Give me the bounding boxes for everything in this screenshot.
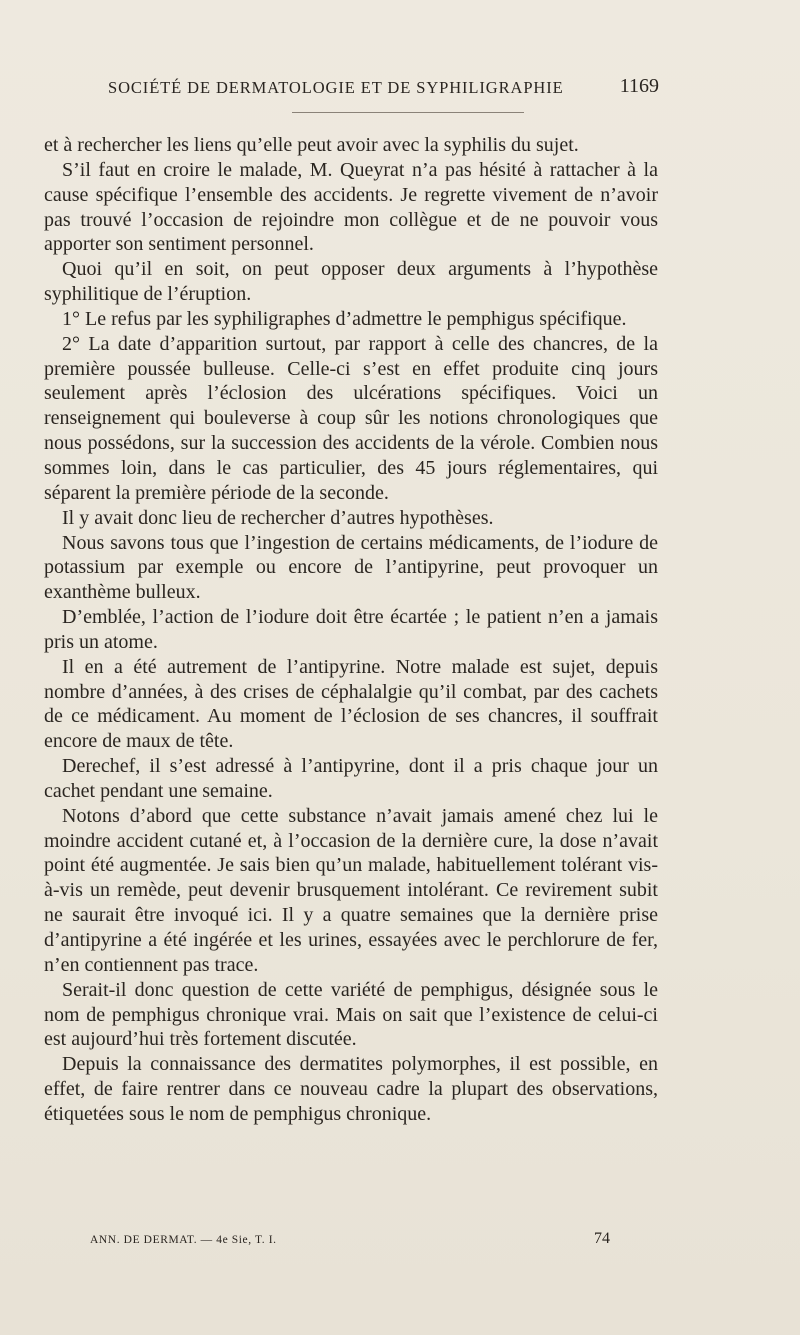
paragraph: S’il faut en croire le malade, M. Queyrat n’a pas hésité à rattacher à la cause spécifique l’ensemble des accidents. Je regrette vivement de n’avoir pas trouvé l’occasion de rejoindre mon collègue et de ne pouvoir vous apporter son sentiment personnel. — [44, 158, 658, 256]
header-rule — [292, 112, 524, 113]
signature-line: ANN. DE DERMAT. — 4e Sie, T. I. — [90, 1234, 277, 1246]
paragraph: Derechef, il s’est adressé à l’antipyrine, dont il a pris chaque jour un cachet pendant une semaine. — [44, 755, 658, 802]
page-footer — [90, 1230, 610, 1252]
signature-mark: 74 — [594, 1230, 610, 1247]
paragraph: Quoi qu’il en soit, on peut opposer deux arguments à l’hypothèse syphilitique de l’éruption. — [44, 258, 658, 306]
body-text — [44, 133, 658, 1127]
running-head — [100, 76, 665, 102]
paragraph: Depuis la connaissance des dermatites polymorphes, il est possible, en effet, de faire rentrer dans ce nouveau cadre la plupart des observations, étiquetées sous le nom de pemphigus chronique. — [44, 1053, 658, 1125]
paragraph: Il y avait donc lieu de rechercher d’autres hypothèses. — [62, 506, 494, 529]
paragraph: et à rechercher les liens qu’elle peut avoir avec la syphilis du sujet. — [44, 134, 579, 156]
paragraph: 1° Le refus par les syphiligraphes d’admettre le pemphigus spécifique. — [62, 307, 627, 330]
paragraph: 2° La date d’apparition surtout, par rapport à celle des chancres, de la première poussée bulleuse. Celle-ci s’est en effet produite cinq jours seulement après l’éclosion des ulcérations spécifiques. Voici un renseignement qui bouleverse à coup sûr les notions chronologiques que nous possédons, sur la succession des accidents de la vérole. Combien nous sommes loin, dans le cas particulier, des 45 jours réglementaires, qui séparent la première période de la seconde. — [44, 332, 658, 504]
paragraph: Serait-il donc question de cette variété de pemphigus, désignée sous le nom de pemphigus chronique vrai. Mais on sait que l’existence de celui-ci est aujourd’hui très fortement discutée. — [44, 978, 658, 1051]
page-number: 1169 — [619, 75, 659, 97]
paragraph: Notons d’abord que cette substance n’avait jamais amené chez lui le moindre accident cutané et, à l’occasion de la dernière cure, la dose n’avait point été augmentée. Je sais bien qu’un malade, habituellement tolérant vis-à-vis un remède, peut devenir brusquement intolérant. Ce revirement subit ne saurait être invoqué ici. Il y a quatre semaines que la dernière prise d’antipyrine a été ingérée et les urines, essayées avec le perchlorure de fer, n’en contiennent pas trace. — [44, 804, 658, 976]
running-title: SOCIÉTÉ DE DERMATOLOGIE ET DE SYPHILIGRAPHIE — [108, 78, 564, 97]
paragraph: D’emblée, l’action de l’iodure doit être écartée ; le patient n’en a jamais pris un atome. — [44, 606, 658, 653]
paragraph: Il en a été autrement de l’antipyrine. Notre malade est sujet, depuis nombre d’années, à des crises de céphalalgie qu’il combat, par des cachets de ce médicament. Au moment de l’éclosion de ses chancres, il souffrait encore de maux de tête. — [44, 655, 658, 753]
paragraph: Nous savons tous que l’ingestion de certains médicaments, de l’iodure de potassium par exemple ou encore de l’antipyrine, peut provoquer un exanthème bulleux. — [44, 531, 658, 604]
